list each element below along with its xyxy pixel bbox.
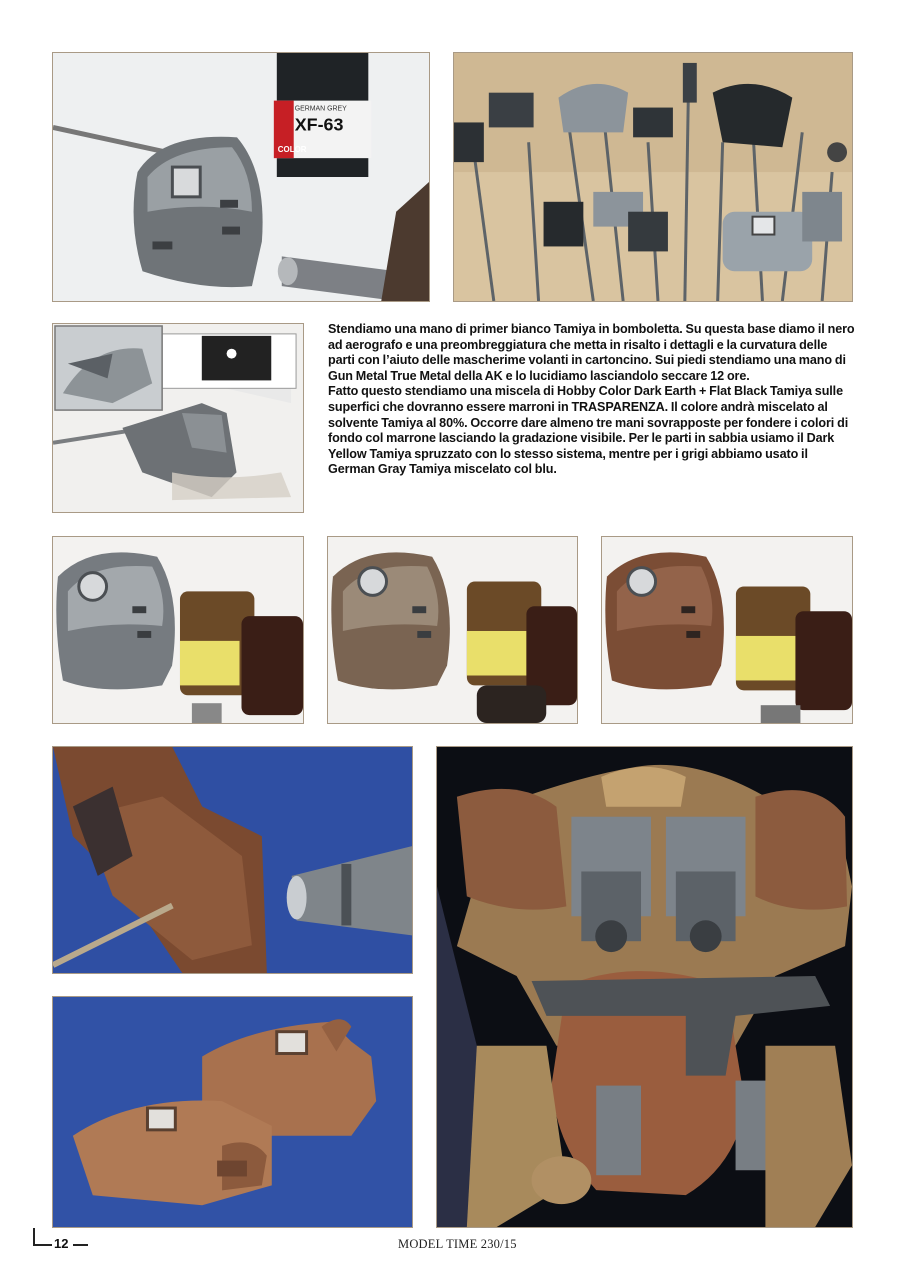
photo-airbrush-brown-part [52, 746, 413, 974]
photo-masking-part [52, 323, 304, 513]
photo-grey-part-xf63 [52, 52, 430, 302]
photo-brown-step-3 [601, 536, 853, 724]
footer-bracket-horizontal [33, 1244, 52, 1246]
photo-finished-torso [436, 746, 853, 1228]
paint-jar-sublabel: GERMAN GREY [294, 105, 347, 113]
photo-parts-on-sticks [453, 52, 853, 302]
paint-jar-brand: COLOR [277, 145, 307, 155]
article-text [328, 322, 856, 478]
article-paragraph-1: Stendiamo una mano di primer bianco Tamiya in bomboletta. Su questa base diamo il nero ad aerografo e una preombreggiatura che metta in risalto i dettagli e la curvatura delle parti con l’aiuto delle mascherime volanti in cartoncino. Sui piedi stendiamo una mano di Gun Metal True Metal della AK e lo lucidiamo lasciandolo seccare 12 ore. [328, 322, 855, 383]
magazine-issue: MODEL TIME 230/15 [398, 1237, 517, 1251]
page-number-dash [73, 1244, 88, 1246]
photo-brown-step-2 [327, 536, 578, 724]
page-number: 12 [54, 1236, 69, 1251]
paint-jar-label: XF-63 [294, 114, 344, 135]
photo-brown-leg-parts [52, 996, 413, 1228]
article-paragraph-2: Fatto questo stendiamo una miscela di Hobby Color Dark Earth + Flat Black Tamiya sulle superfici che dovranno essere marroni in TRASPARENZA. Il colore andrà miscelato al solvente Tamiya al 80%. Occorre dare almeno tre mani sovrapposte per fondere i colori di fondo col marrone lasciando la gradazione visibile. Per le parti in sabbia usiamo il Dark Yellow Tamiya spruzzato con lo stesso sistema, mentre per i grigi abbiamo usato il German Gray Tamiya miscelato col blu. [328, 384, 849, 477]
footer-bracket-vertical [33, 1228, 35, 1245]
photo-brown-step-1 [52, 536, 304, 724]
